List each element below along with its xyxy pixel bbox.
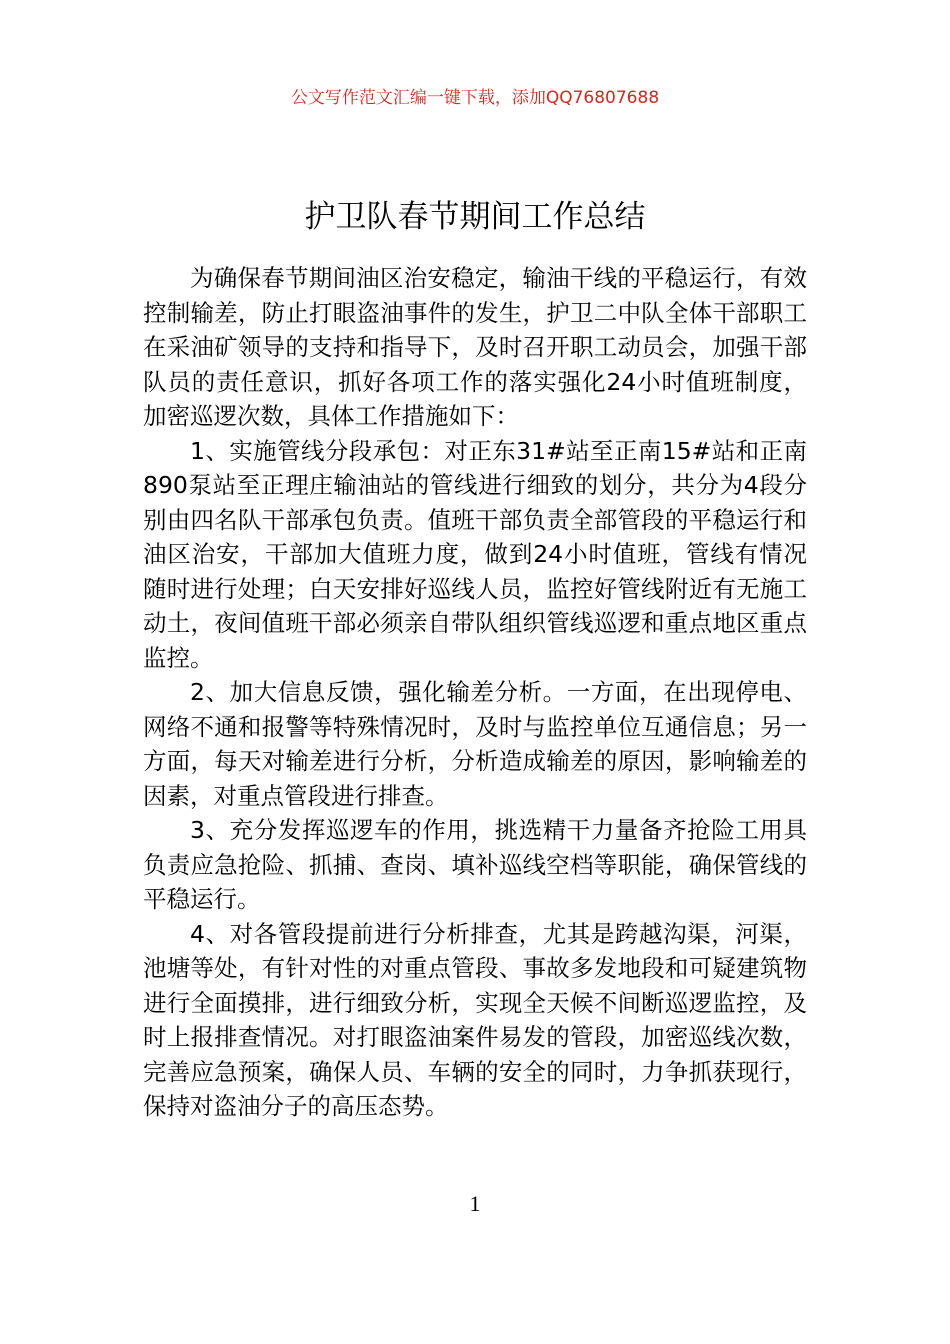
paragraph-item-1: 1、实施管线分段承包：对正东31#站至正南15#站和正南890泵站至正理庄输油站的管线进行细致的划分，共分为4段分别由四名队干部承包负责。值班干部负责全部管段的平稳运行和油区治安，干部加大值班力度，做到24小时值班，管线有情况随时进行处理；白天安排好巡线人员，监控好管线附近有无施工动土，夜间值班干部必须亲自带队组织管线巡逻和重点地区重点监控。 [143,436,807,672]
document-body [143,261,807,1124]
paragraph-item-4: 4、对各管段提前进行分析排查，尤其是跨越沟渠，河渠，池塘等处，有针对性的对重点管段、事故多发地段和可疑建筑物进行全面摸排，进行细致分析，实现全天候不间断巡逻监控，及时上报排查情况。对打眼盗油案件易发的管段，加密巡线次数，完善应急预案，确保人员、车辆的安全的同时，力争抓获现行，保持对盗油分子的高压态势。 [143,919,807,1120]
paragraph-intro: 为确保春节期间油区治安稳定，输油干线的平稳运行，有效控制输差，防止打眼盗油事件的发生，护卫二中队全体干部职工在采油矿领导的支持和指导下，及时召开职工动员会，加强干部队员的责任意识，抓好各项工作的落实强化24小时值班制度，加密巡逻次数，具体工作措施如下： [143,264,807,430]
paragraph-item-2: 2、加大信息反馈，强化输差分析。一方面，在出现停电、网络不通和报警等特殊情况时，及时与监控单位互通信息；另一方面，每天对输差进行分析，分析造成输差的原因，影响输差的因素，对重点管段进行排查。 [143,678,807,810]
header-note: 公文写作范文汇编一键下载，添加QQ76807688 [290,88,660,108]
paragraph-item-3: 3、充分发挥巡逻车的作用，挑选精干力量备齐抢险工用具负责应急抢险、抓捕、查岗、填补巡线空档等职能，确保管线的平稳运行。 [143,816,807,913]
document-title: 护卫队春节期间工作总结 [304,198,646,235]
page-number: 1 [469,1191,481,1216]
